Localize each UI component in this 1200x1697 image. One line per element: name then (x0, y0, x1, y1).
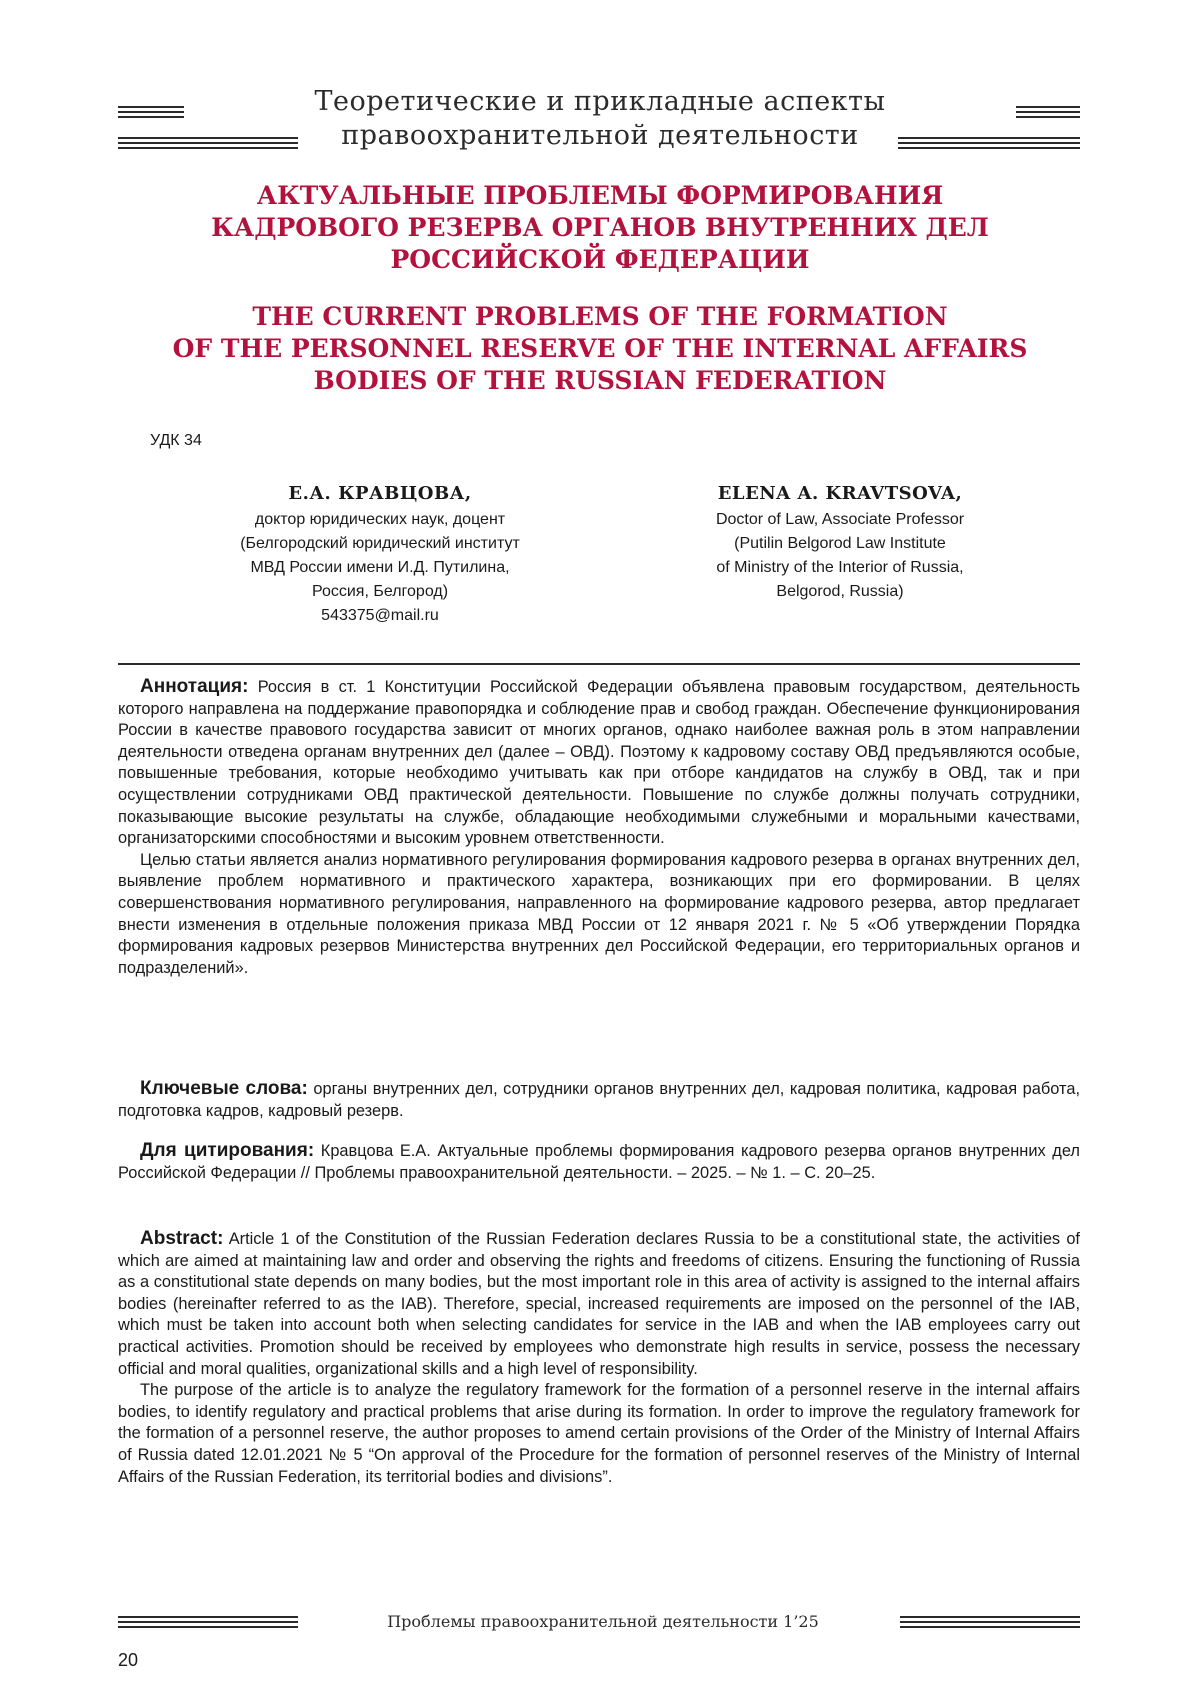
footer-rule-left (118, 1626, 298, 1628)
annotation-paragraph (118, 676, 1080, 850)
author-en-name: ELENA A. KRAVTSOVA, (717, 483, 963, 504)
title-ru-line: КАДРОВОГО РЕЗЕРВА ОРГАНОВ ВНУТРЕННИХ ДЕЛ (211, 213, 989, 242)
keywords-label: Ключевые слова: (140, 1078, 308, 1099)
annotation-text: Россия в ст. 1 Конституции Российской Федерации объявлена правовым государством, деятельность которого направлена на поддержание правопорядка и соблюдение прав и свобод граждан. Обеспечение функционирования России в качестве правового государства зависит от многих органов, однако наиболее важная роль в этом направлении деятельности отведена органам внутренних дел (далее – ОВД). Поэтому к кадровому составу ОВД предъявляются особые, повышенные требования, которые необходимо учитывать как при отборе кандидатов на службу в ОВД, так и при осуществлении сотрудниками ОВД практической деятельности. Повышение по службе должны получать сотрудники, показывающие высокие результаты на службе, обладающие необходимыми служебными и моральными качествами, организаторскими способностями и высоким уровнем ответственности. (118, 678, 1080, 848)
keywords-section (118, 1078, 1080, 1122)
citation-text: Кравцова Е.А. Актуальные проблемы формирования кадрового резерва органов внутренних дел Российской Федерации // Проблемы правоохранительной деятельности. – 2025. – № 1. – С. 20–25. (118, 1142, 1080, 1182)
annotation-section (118, 676, 1080, 979)
title-en-line: OF THE PERSONNEL RESERVE OF THE INTERNAL AFFAIRS (172, 334, 1028, 363)
author-ru (170, 482, 590, 628)
title-en-line: BODIES OF THE RUSSIAN FEDERATION (313, 366, 887, 395)
author-en-line: of Ministry of the Interior of Russia, (716, 559, 964, 576)
title-en (0, 301, 1200, 397)
footer-rule-left (118, 1616, 298, 1618)
author-en-line: Belgorod, Russia) (776, 583, 904, 600)
author-ru-line: МВД России имени И.Д. Путилина, (250, 559, 510, 576)
title-ru (0, 180, 1200, 276)
keywords-paragraph (118, 1078, 1080, 1122)
citation-paragraph (118, 1140, 1080, 1184)
citation-label: Для цитирования: (140, 1140, 315, 1161)
author-ru-line: доктор юридических наук, доцент (254, 511, 506, 528)
running-header-line2: правоохранительной деятельности (341, 120, 859, 151)
author-ru-email: 543375@mail.ru (321, 607, 439, 624)
abstract-label: Abstract: (140, 1228, 224, 1249)
footer-rule-left (118, 1621, 298, 1623)
running-header-line1: Теоретические и прикладные аспекты (314, 86, 886, 117)
udk-code: УДК 34 (150, 432, 202, 449)
abstract-paragraph (118, 1228, 1080, 1380)
author-en-line: (Putilin Belgorod Law Institute (734, 535, 946, 552)
footer-rule-right (900, 1626, 1080, 1628)
title-en-line: THE CURRENT PROBLEMS OF THE FORMATION (252, 302, 948, 331)
footer-rule-right (900, 1616, 1080, 1618)
annotation-label: Аннотация: (140, 676, 249, 697)
abstract-section (118, 1228, 1080, 1488)
citation-section (118, 1140, 1080, 1184)
abstract-paragraph-2: The purpose of the article is to analyze the regulatory framework for the formation of a personnel reserve in the internal affairs bodies, to identify regulatory and practical problems that arise during its formation. In order to improve the regulatory framework for the formation of a personnel reserve, the author proposes to amend certain provisions of the Order of the Ministry of Internal Affairs of Russia dated 12.01.2021 № 5 “On approval of the Procedure for the formation of personnel reserves of the Ministry of Internal Affairs of the Russian Federation, its territorial bodies and divisions”. (118, 1381, 1080, 1486)
author-en-line: Doctor of Law, Associate Professor (715, 511, 965, 528)
footer-rule-right (900, 1621, 1080, 1623)
title-ru-line: РОССИЙСКОЙ ФЕДЕРАЦИИ (390, 245, 810, 274)
author-ru-name: Е.А. КРАВЦОВА, (288, 483, 472, 504)
page-number: 20 (118, 1650, 139, 1670)
author-ru-line: Россия, Белгород) (311, 583, 449, 600)
keywords-text: органы внутренних дел, сотрудники органов внутренних дел, кадровая политика, кадровая работа, подготовка кадров, кадровый резерв. (118, 1080, 1080, 1120)
author-en (630, 482, 1050, 604)
journal-footer: Проблемы правоохранительной деятельности 1’25 (387, 1612, 819, 1631)
title-ru-line: АКТУАЛЬНЫЕ ПРОБЛЕМЫ ФОРМИРОВАНИЯ (256, 181, 944, 210)
author-ru-line: (Белгородский юридический институт (240, 535, 520, 552)
section-divider (118, 663, 1080, 665)
annotation-paragraph-2: Целью статьи является анализ нормативного регулирования формирования кадрового резерва в органах внутренних дел, выявление проблем нормативного и практического характера, возникающих при его формировании. В целях совершенствования нормативного регулирования, направленного на формирование кадрового резерва, автор предлагает внести изменения в отдельные положения приказа МВД России от 12 января 2021 г. № 5 «Об утверждении Порядка формирования кадровых резервов Министерства внутренних дел Российской Федерации, его территориальных органов и подразделений». (118, 850, 1080, 977)
abstract-text: Article 1 of the Constitution of the Russian Federation declares Russia to be a constitutional state, the activities of which are aimed at maintaining law and order and observing the rights and freedoms of citizens. Ensuring the functioning of Russia as a constitutional state depends on many bodies, but the most important role in this area of activity is assigned to the internal affairs bodies (hereinafter referred to as the IAB). Therefore, special, increased requirements are imposed on the personnel of the IAB, which must be taken into account both when selecting candidates for service in the IAB and when the IAB employees carry out practical activities. Promotion should be received by employees who demonstrate high results in service, possess the necessary official and moral qualities, organizational skills and a high level of responsibility. (118, 1230, 1080, 1378)
